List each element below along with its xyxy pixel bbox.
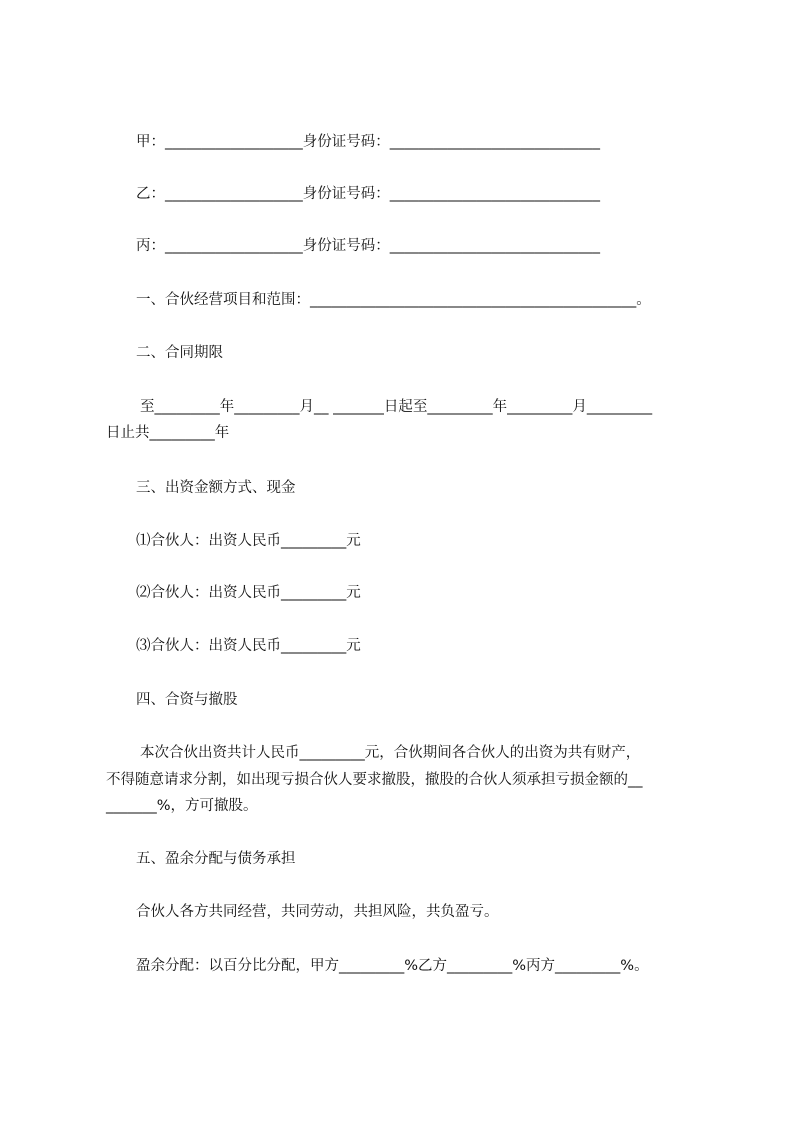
term-line-2: 日止共_________年 [106,425,230,441]
withdrawal-paragraph-line-1: 本次合伙出资共计人民币_________元，合伙期间各合伙人的出资为共有财产， [140,745,641,761]
partner-1-contribution: ⑴合伙人：出资人民币_________元 [136,533,361,549]
term-line-1: 至_________年_________月__ _______日起至_________年_________月_________ [140,399,653,415]
section-1-scope: 一、合伙经营项目和范围：_____________________________________________。 [136,292,651,308]
withdrawal-paragraph-line-3: _______%，方可撤股。 [106,798,258,814]
section-5-heading: 五、盈余分配与债务承担 [136,851,296,867]
profit-distribution-line: 盈余分配：以百分比分配，甲方_________%乙方_________%丙方_________%。 [136,958,649,974]
withdrawal-paragraph-line-2: 不得随意请求分割，如出现亏损合伙人要求撤股，撤股的合伙人须承担亏损金额的__ [106,772,643,788]
party-c-line: 丙：___________________身份证号码：_____________________________ [136,238,600,254]
section-2-heading: 二、合同期限 [136,345,223,361]
joint-operation-text: 合伙人各方共同经营，共同劳动，共担风险，共负盈亏。 [136,904,499,920]
partner-3-contribution: ⑶合伙人：出资人民币_________元 [136,638,361,654]
party-b-line: 乙：___________________身份证号码：_____________________________ [136,186,600,202]
section-4-heading: 四、合资与撤股 [136,692,238,708]
party-a-line: 甲：___________________身份证号码：_____________________________ [136,134,600,150]
partner-2-contribution: ⑵合伙人：出资人民币_________元 [136,585,361,601]
section-3-heading: 三、出资金额方式、现金 [136,480,296,496]
